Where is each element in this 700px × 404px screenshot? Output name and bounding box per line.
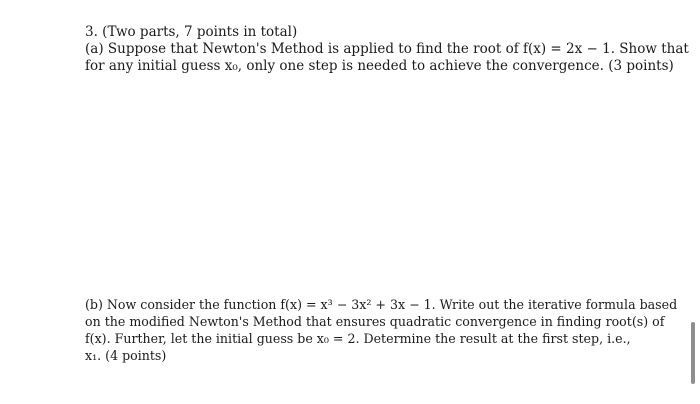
- part-b-line-4: x₁. (4 points): [85, 348, 167, 363]
- problem-header: 3. (Two parts, 7 points in total): [85, 24, 298, 40]
- scrollbar-thumb[interactable]: [691, 322, 695, 384]
- part-b-line-3: f(x). Further, let the initial guess be x₀ = 2. Determine the result at the first step, i.e.,: [85, 331, 631, 346]
- part-a-line-2: for any initial guess x₀, only one step is needed to achieve the convergence. (3 points): [85, 58, 674, 74]
- part-a-line-1: (a) Suppose that Newton's Method is applied to find the root of f(x) = 2x − 1. Show that: [85, 41, 689, 57]
- part-b-line-1: (b) Now consider the function f(x) = x³ − 3x² + 3x − 1. Write out the iterative formula based: [85, 297, 678, 312]
- part-b-line-2: on the modified Newton's Method that ensures quadratic convergence in finding root(s) of: [85, 314, 665, 329]
